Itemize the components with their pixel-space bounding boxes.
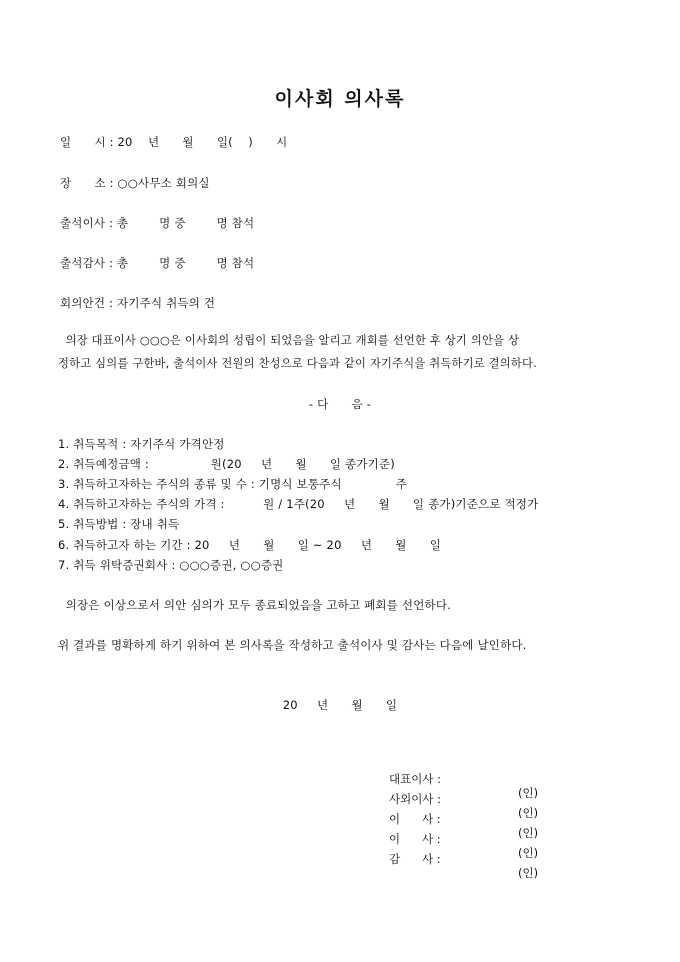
page-title: 이사회 의사록 (274, 88, 406, 110)
document-date: 20 년 월 일 (282, 698, 398, 712)
signature-label: 사외이사 : (389, 792, 441, 806)
signature-label: 이 사 : (389, 832, 441, 846)
resolution-paragraph-line-2: 정하고 심의를 구한바, 출석이사 전원의 찬성으로 다음과 같이 자기주식을 취득하기로 결의하다. (58, 357, 537, 370)
signing-statement: 위 결과를 명확하게 하기 위하여 본 의사록을 작성하고 출석이사 및 감사는 다음에 날인하다. (58, 638, 527, 652)
seal-mark: (인) (518, 786, 539, 800)
list-item: 7. 취득 위탁증권회사 : ○○○증권, ○○증권 (58, 558, 284, 572)
field-attending-auditors: 출석감사 : 총 명 중 명 참석 (60, 256, 255, 270)
field-agenda: 회의안건 : 자기주식 취득의 건 (60, 296, 216, 310)
signature-label: 이 사 : (389, 812, 441, 826)
list-item: 4. 취득하고자하는 주식의 가격 : 원 / 1주(20 년 월 일 종가)기준으로 적정가 (58, 497, 539, 511)
field-place: 장 소 : ○○사무소 회의실 (60, 176, 210, 190)
resolution-paragraph-line-1: 의장 대표이사 ○○○은 이사회의 성립이 되었음을 알리고 개회를 선언한 후 상기 의안을 상 (58, 334, 520, 347)
field-datetime: 일 시 : 20 년 월 일( ) 시 (60, 135, 288, 149)
list-item: 2. 취득예정금액 : 원(20 년 월 일 종가기준) (58, 457, 395, 471)
closing-statement: 의장은 이상으로서 의안 심의가 모두 종료되었음을 고하고 폐회를 선언하다. (58, 598, 451, 612)
seal-mark: (인) (518, 866, 539, 880)
list-item: 5. 취득방법 : 장내 취득 (58, 517, 180, 531)
signature-label: 대표이사 : (389, 772, 441, 786)
seal-mark: (인) (518, 846, 539, 860)
signature-row (0, 838, 680, 894)
list-item: 3. 취득하고자하는 주식의 종류 및 수 : 기명식 보통주식 주 (58, 477, 408, 491)
seal-mark: (인) (518, 806, 539, 820)
signature-label: 감 사 : (389, 852, 441, 866)
seal-mark: (인) (518, 826, 539, 840)
list-item: 1. 취득목적 : 자기주식 가격안정 (58, 437, 225, 451)
list-item: 6. 취득하고자 하는 기간 : 20 년 월 일 ~ 20 년 월 일 (58, 538, 442, 552)
field-attending-directors: 출석이사 : 총 명 중 명 참석 (60, 216, 255, 230)
section-heading: - 다 음 - (308, 397, 372, 411)
